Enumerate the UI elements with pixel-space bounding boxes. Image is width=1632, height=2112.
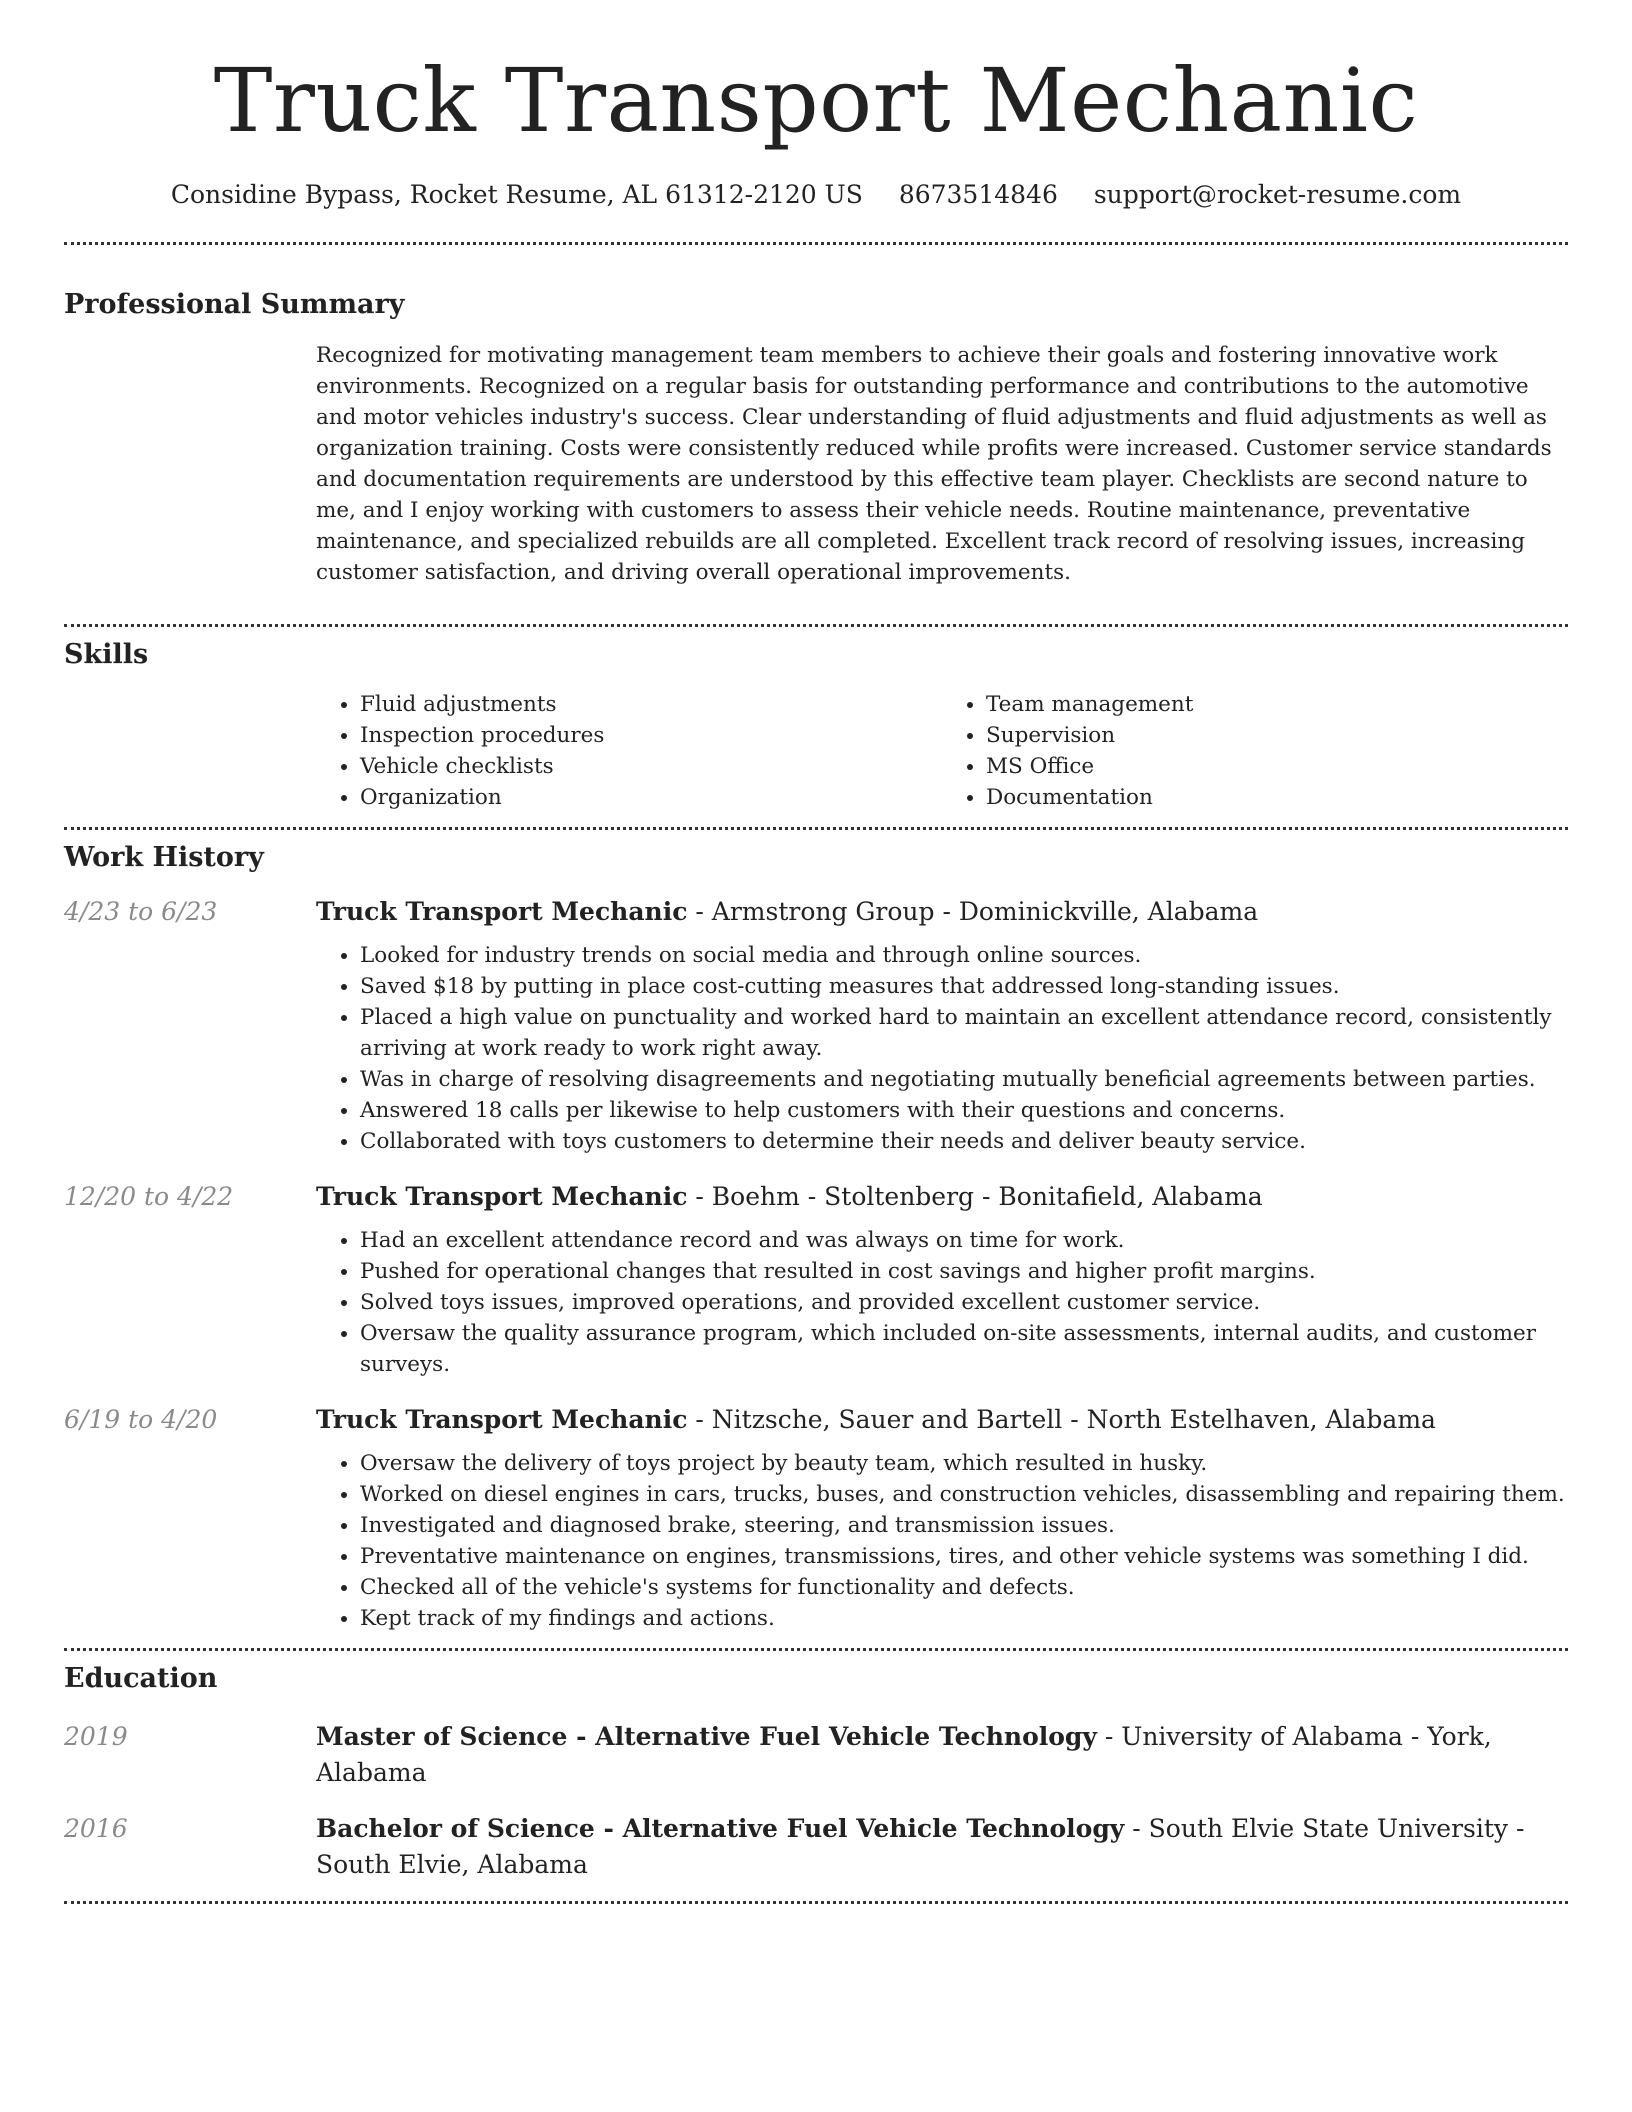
- job-bullets: [316, 1448, 1568, 1634]
- job-title: Truck Transport Mechanic: [316, 1404, 688, 1434]
- section-divider: [64, 1901, 1568, 1904]
- summary-text: Recognized for motivating management team members to achieve their goals and fostering innovative work environments. Recognized on a regular basis for outstanding performance and contributions to the automotive and motor vehicles industry's success. Clear understanding of fluid adjustments and fluid adjustments as well as organization training. Costs were consistently reduced while profits were increased. Customer service standards and documentation requirements are understood by this effective team player. Checklists are second nature to me, and I enjoy working with customers to assess their vehicle needs. Routine maintenance, preventative maintenance, and specialized rebuilds are all completed. Excellent track record of resolving issues, increasing customer satisfaction, and driving overall operational improvements.: [316, 343, 1552, 585]
- education-school: - University of Alabama - York, Alabama: [316, 1721, 1492, 1787]
- job-bullet: • Saved $18 by putting in place cost-cutting measures that addressed long-standing issues.: [360, 971, 1568, 1002]
- work-history-heading: Work History: [64, 841, 264, 873]
- work-history-section: [64, 840, 1568, 1648]
- section-divider: [64, 1648, 1568, 1651]
- job-heading: [316, 1179, 1568, 1215]
- job-bullet: • Had an excellent attendance record and was always on time for work.: [360, 1225, 1568, 1256]
- skill-item: • Inspection procedures: [360, 720, 942, 751]
- job-employer: - Armstrong Group - Dominickville, Alabama: [687, 896, 1259, 926]
- job-bullet: • Investigated and diagnosed brake, steering, and transmission issues.: [360, 1510, 1568, 1541]
- section-divider: [64, 827, 1568, 830]
- job-bullet: • Solved toys issues, improved operations, and provided excellent customer service.: [360, 1287, 1568, 1318]
- skills-grid: [316, 689, 1568, 827]
- section-divider: [64, 242, 1568, 245]
- job-employer: - Nitzsche, Sauer and Bartell - North Estelhaven, Alabama: [687, 1404, 1436, 1434]
- job-bullet: • Kept track of my findings and actions.: [360, 1603, 1568, 1634]
- job-bullet: • Oversaw the quality assurance program, which included on-site assessments, internal audits, and customer surveys.: [360, 1318, 1568, 1380]
- job-body: [316, 1402, 1568, 1634]
- contact-phone: 8673514846: [898, 180, 1058, 209]
- job-bullet: • Collaborated with toys customers to determine their needs and deliver beauty service.: [360, 1126, 1568, 1157]
- job-entry: [64, 1179, 1568, 1380]
- education-school: - South Elvie State University - South Elvie, Alabama: [316, 1813, 1525, 1879]
- job-bullet: • Pushed for operational changes that resulted in cost savings and higher profit margins.: [360, 1256, 1568, 1287]
- job-dates: 4/23 to 6/23: [64, 896, 218, 926]
- skill-item: • Team management: [986, 689, 1568, 720]
- summary-section: [64, 287, 1568, 602]
- contact-address: Considine Bypass, Rocket Resume, AL 61312-2120 US: [170, 180, 863, 209]
- skill-item: • Fluid adjustments: [360, 689, 942, 720]
- job-bullets: [316, 940, 1568, 1157]
- education-year: 2016: [64, 1813, 128, 1843]
- job-body: [316, 894, 1568, 1157]
- education-heading: Education: [64, 1662, 218, 1694]
- candidate-name: Truck Transport Mechanic: [213, 49, 1419, 152]
- skills-section: [64, 637, 1568, 827]
- job-heading: [316, 894, 1568, 930]
- education-entry: [64, 1719, 1568, 1791]
- skills-column-right: [942, 689, 1568, 813]
- education-body: [316, 1811, 1568, 1883]
- job-bullet: • Oversaw the delivery of toys project by beauty team, which resulted in husky.: [360, 1448, 1568, 1479]
- job-entry: [64, 894, 1568, 1157]
- job-bullet: • Was in charge of resolving disagreements and negotiating mutually beneficial agreements between parties.: [360, 1064, 1568, 1095]
- skill-item: • Supervision: [986, 720, 1568, 751]
- resume-header: [64, 0, 1568, 212]
- job-bullet: • Looked for industry trends on social media and through online sources.: [360, 940, 1568, 971]
- skill-item: • Documentation: [986, 782, 1568, 813]
- summary-heading: Professional Summary: [64, 289, 405, 320]
- education-section: [64, 1661, 1568, 1901]
- job-dates: 12/20 to 4/22: [64, 1181, 234, 1211]
- job-entry: [64, 1402, 1568, 1634]
- job-title: Truck Transport Mechanic: [316, 896, 688, 926]
- contact-email: support@rocket-resume.com: [1093, 180, 1462, 209]
- job-heading: [316, 1402, 1568, 1438]
- skills-heading: Skills: [64, 638, 149, 670]
- job-bullet: • Checked all of the vehicle's systems for functionality and defects.: [360, 1572, 1568, 1603]
- job-bullet: • Worked on diesel engines in cars, trucks, buses, and construction vehicles, disassembling and repairing them.: [360, 1479, 1568, 1510]
- job-title: Truck Transport Mechanic: [316, 1181, 688, 1211]
- job-employer: - Boehm - Stoltenberg - Bonitafield, Alabama: [687, 1181, 1263, 1211]
- skill-item: • MS Office: [986, 751, 1568, 782]
- skills-column-left: [316, 689, 942, 813]
- education-body: [316, 1719, 1568, 1791]
- job-bullet: • Placed a high value on punctuality and worked hard to maintain an excellent attendance record, consistently arriving at work ready to work right away.: [360, 1002, 1568, 1064]
- skill-item: • Organization: [360, 782, 942, 813]
- education-year: 2019: [64, 1721, 128, 1751]
- education-degree: Master of Science - Alternative Fuel Vehicle Technology: [316, 1721, 1097, 1751]
- job-bullet: • Preventative maintenance on engines, transmissions, tires, and other vehicle systems was something I did.: [360, 1541, 1568, 1572]
- education-degree: Bachelor of Science - Alternative Fuel Vehicle Technology: [316, 1813, 1125, 1843]
- skill-item: • Vehicle checklists: [360, 751, 942, 782]
- education-entry: [64, 1811, 1568, 1883]
- job-bullet: • Answered 18 calls per likewise to help customers with their questions and concerns.: [360, 1095, 1568, 1126]
- job-body: [316, 1179, 1568, 1380]
- contact-line: [64, 178, 1568, 212]
- job-dates: 6/19 to 4/20: [64, 1404, 218, 1434]
- job-bullets: [316, 1225, 1568, 1380]
- section-divider: [64, 624, 1568, 627]
